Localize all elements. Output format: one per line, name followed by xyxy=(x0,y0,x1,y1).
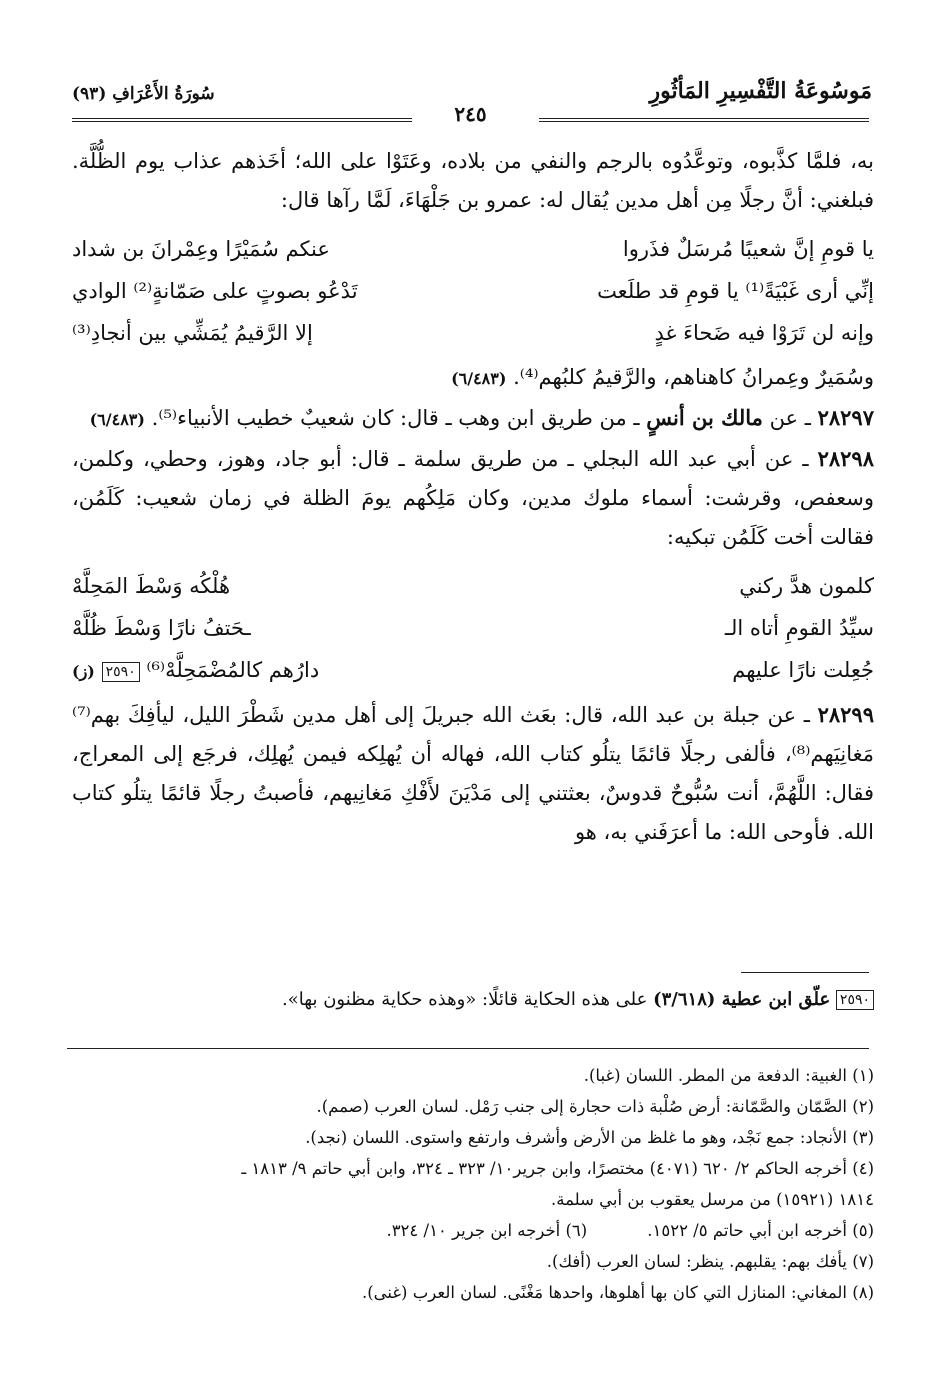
entry-28299 xyxy=(72,695,874,852)
hemistich-right: جُعِلت نارًا عليهم xyxy=(732,658,874,682)
paragraph-kahins xyxy=(72,358,874,398)
hemistich-left: ـحَتفُ نارًا وَسْطَ ظُلَّهْ xyxy=(72,616,251,640)
poem-line xyxy=(72,649,874,691)
paragraph-intro xyxy=(72,142,874,220)
entry-prefix: ـ عن xyxy=(762,406,818,430)
entry-28298 xyxy=(72,439,874,557)
hemistich-left: هُلْكُه وَسْطَ المَحِلَّهْ xyxy=(72,574,231,598)
commentary-separator xyxy=(741,972,869,973)
entry-28297 xyxy=(72,398,874,439)
poem-line xyxy=(72,270,874,312)
footnote: (٦) أخرجه ابن جرير ١٠/ ٣٢٤. xyxy=(386,1221,588,1240)
footnote: (٧) يأفك بهم: يقلبهم. ينظر: لسان العرب (أفك). xyxy=(546,1252,874,1271)
footnote-pair xyxy=(72,1215,874,1246)
commentary-note xyxy=(72,985,874,1015)
footnote: ١٨١٤ (١٥٩٢١) من مرسل يعقوب بن أبي سلمة. xyxy=(551,1190,874,1209)
main-text xyxy=(72,142,874,852)
hemistich-left: إلا الرَّقيمُ يُمَشِّي بين أنجادِ⁽³⁾ xyxy=(72,321,313,345)
footnotes xyxy=(72,1060,874,1308)
hemistich-text: دارُهم كالمُضْمَحِلَّهْ⁽⁶⁾ xyxy=(146,658,320,682)
footnote: (١) الغبية: الدفعة من المطر. اللسان (غبا). xyxy=(583,1066,874,1085)
entry-number: ٢٨٢٩٧ xyxy=(817,405,874,430)
page-number: ٢٤٥ xyxy=(454,102,487,126)
narrator-name: مالك بن أنسٍ xyxy=(646,405,763,430)
commentary-text: على هذه الحكاية قائلًا: «وهذه حكاية مظنون بها». xyxy=(281,989,654,1010)
commentary-marker: ٢٥٩٠ xyxy=(836,990,874,1010)
entry-text: ـ عن جبلة بن عبد الله، قال: بعَث الله جبريلَ إلى أهل مدين شَطْرَ الليل، ليأفِكَ بهم⁽⁷⁾ مَغانِيَهم⁽⁸⁾، فألفى رجلًا قائمًا يتلُو كتاب الله، فهاله أن يُهلِكه فيمن يُهلِك، فرجَع إلى المعراج، فقال: اللَّهُمَّ، أنت سُبُّوحٌ قدوسٌ، بعثتني إلى مَدْيَنَ لأَفْكِ مَغانِيهم، فأصبتُ رجلًا قائمًا يتلُو كتاب الله. فأوحى الله: ما أعرَفَني به، هو xyxy=(72,703,874,844)
hemistich-right: وإنه لن تَرَوْا فيه ضَحاءَ غدٍ xyxy=(654,321,874,345)
entry-text: ـ عن أبي عبد الله البجلي ـ من طريق سلمة ـ قال: أبو جاد، وهوز، وحطي، وكلمن، وسعفص، وقرشت: أسماء ملوك مدين، وكان مَلِكُهم يومَ الظلة في زمان شعيب: كَلَمُن، فقالت أخت كَلَمُن تبكيه: xyxy=(72,447,874,549)
volume-ref: (ز) xyxy=(72,662,95,681)
footnote: (٢) الصَّمّان والصَّمّانة: أرض صُلْبة ذات حجارة إلى جنب رَمْل. لسان العرب (صمم). xyxy=(316,1097,874,1116)
poem-line xyxy=(72,565,874,607)
poem-line xyxy=(72,607,874,649)
hemistich-right: سيِّدُ القومِ أتاه الـ xyxy=(724,616,874,640)
poem-line xyxy=(72,228,874,270)
hemistich-right: كلمون هدَّ ركني xyxy=(739,574,874,598)
hemistich-right: يا قومِ إنَّ شعيبًا مُرسَلٌ فذَروا xyxy=(622,237,874,261)
poem-1 xyxy=(72,228,874,354)
sura-label: سُورَةُ الأَعْرَافِ (٩٣) xyxy=(72,84,215,104)
kahins-text: وسُمَيرٌ وعِمرانُ كاهناهم، والرَّقيمُ كلبُهم⁽⁴⁾. xyxy=(513,365,874,389)
entry-number: ٢٨٢٩٩ xyxy=(817,702,874,727)
footnote: (٨) المغاني: المنازل التي كان بها أهلوها، واحدها مَغْنًى. لسان العرب (غنى). xyxy=(362,1283,874,1302)
poem-2 xyxy=(72,565,874,691)
hemistich-left: عنكم سُمَيْرًا وعِمْرانَ بن شداد xyxy=(72,237,330,261)
hemistich-left: تَدْعُو بصوتٍ على صَمّانةٍ⁽²⁾ الوادي xyxy=(72,279,358,303)
intro-text: به، فلمَّا كذَّبوه، وتوعَّدُوه بالرجم والنفي من بلاده، وعَتَوْا على الله؛ أخَذهم عذاب يوم الظُّلَّة. فبلغني: أنَّ رجلًا مِن أهل مدين يُقال له: عمرو بن جَلْهَاءَ، لَمَّا رآها قال: xyxy=(72,149,874,212)
commentator-name: علّق ابن عطية (٣/٦١٨) xyxy=(653,989,831,1010)
book-title: مَوسُوعَةُ التَّفْسِيرِ المَأثُورِ xyxy=(649,78,872,104)
poem-line xyxy=(72,312,874,354)
entry-number: ٢٨٢٩٨ xyxy=(817,446,874,471)
entry-text: ـ من طريق ابن وهب ـ قال: كان شعيبٌ خطيب الأنبياء⁽⁵⁾. xyxy=(151,406,647,430)
volume-ref: (٦/٤٨٣) xyxy=(451,369,507,388)
footnote: (٤) أخرجه الحاكم ٢/ ٦٢٠ (٤٠٧١) مختصرًا، وابن جرير١٠/ ٣٢٣ ـ ٣٢٤، وابن أبي حاتم ٩/ ١٨١٣ ـ xyxy=(241,1159,874,1178)
commentary-marker: ٢٥٩٠ xyxy=(102,662,140,682)
hemistich-left xyxy=(72,649,441,691)
footnote: (٥) أخرجه ابن أبي حاتم ٥/ ١٥٢٢. xyxy=(647,1221,874,1240)
volume-ref: (٦/٤٨٣) xyxy=(89,410,145,429)
footnotes-separator xyxy=(67,1048,869,1049)
hemistich-right: إنِّي أرى غَبْيَةً⁽¹⁾ يا قومِ قد طلَعت xyxy=(597,279,874,303)
footnote: (٣) الأنجاد: جمع نَجْد، وهو ما غلظ من الأرض وأشرف وارتفع واستوى. اللسان (نجد). xyxy=(305,1128,874,1147)
